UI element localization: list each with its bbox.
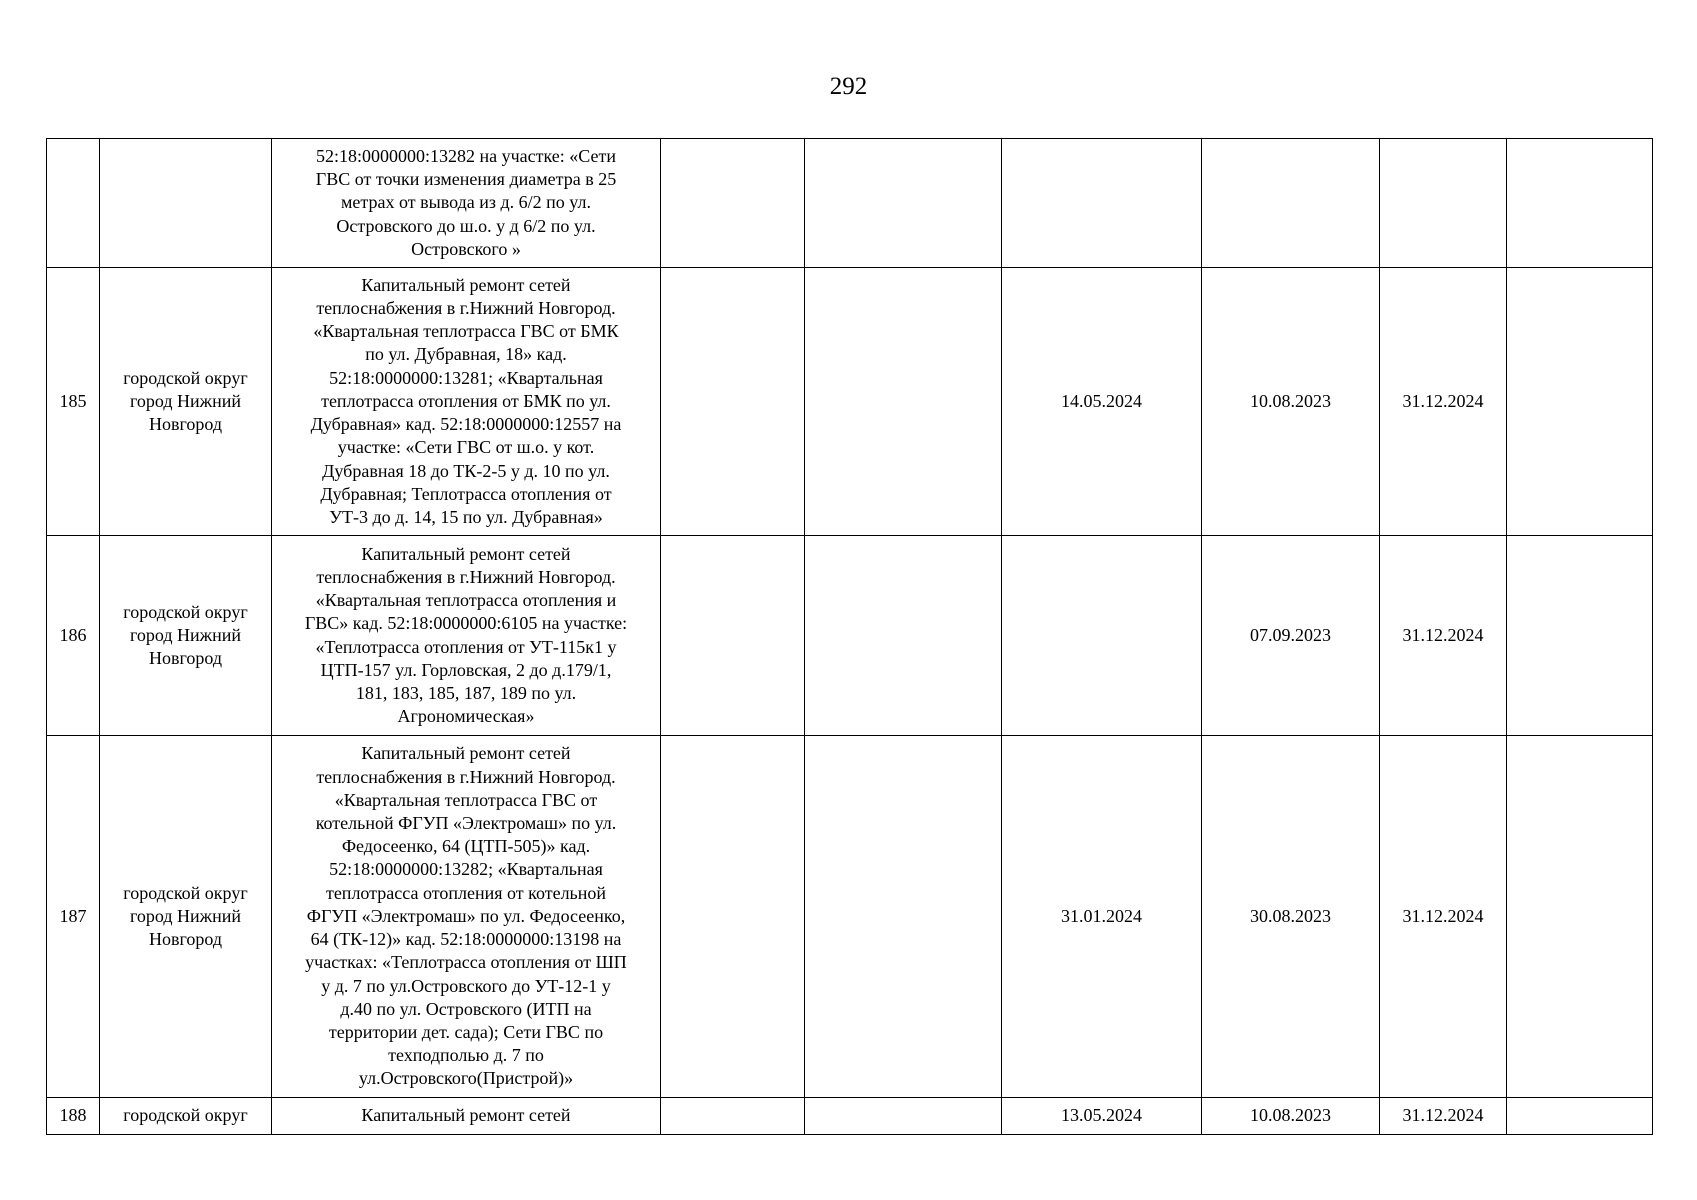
district-cell [100,139,272,268]
empty-cell [661,536,805,736]
empty-cell [661,736,805,1098]
date-cell: 31.12.2024 [1380,736,1507,1098]
empty-cell [805,268,1002,536]
page-number: 292 [829,73,868,100]
table-row [47,736,1653,1098]
description-cell: Капитальный ремонт сетей теплоснабжения в г.Нижний Новгород. «Квартальная теплотрасса отопления и ГВС» кад. 52:18:0000000:6105 на участке: «Теплотрасса отопления от УТ-115к1 у ЦТП-157 ул. Горловская, 2 до д.179/1, 181, 183, 185, 187, 189 по ул. Агрономическая» [272,536,661,736]
date-cell: 31.12.2024 [1380,268,1507,536]
date-cell: 07.09.2023 [1202,536,1380,736]
date-cell [1002,536,1202,736]
empty-cell [1507,268,1653,536]
date-cell: 10.08.2023 [1202,268,1380,536]
description-cell: Капитальный ремонт сетей теплоснабжения в г.Нижний Новгород. «Квартальная теплотрасса ГВС от котельной ФГУП «Электромаш» по ул. Федосеенко, 64 (ЦТП-505)» кад. 52:18:0000000:13282; «Квартальная теплотрасса отопления от котельной ФГУП «Электромаш» по ул. Федосеенко, 64 (ТК-12)» кад. 52:18:0000000:13198 на участках: «Теплотрасса отопления от ШП у д. 7 по ул.Островского до УТ-12-1 у д.40 по ул. Островского (ИТП на территории дет. сада); Сети ГВС по техподполью д. 7 по ул.Островского(Пристрой)» [272,736,661,1098]
empty-cell [1507,536,1653,736]
district-cell: городской округ город Нижний Новгород [100,736,272,1098]
date-cell: 10.08.2023 [1202,1098,1380,1135]
empty-cell [805,139,1002,268]
empty-cell [1507,736,1653,1098]
description-cell: Капитальный ремонт сетей теплоснабжения в г.Нижний Новгород. «Квартальная теплотрасса ГВС от БМК по ул. Дубравная, 18» кад. 52:18:0000000:13281; «Квартальная теплотрасса отопления от БМК по ул. Дубравная» кад. 52:18:0000000:12557 на участке: «Сети ГВС от ш.о. у кот. Дубравная 18 до ТК-2-5 у д. 10 по ул. Дубравная; Теплотрасса отопления от УТ-3 до д. 14, 15 по ул. Дубравная» [272,268,661,536]
table-row [47,268,1653,536]
row-number-cell: 188 [47,1098,100,1135]
empty-cell [661,139,805,268]
date-cell: 14.05.2024 [1002,268,1202,536]
register-table [46,138,1653,1135]
date-cell: 13.05.2024 [1002,1098,1202,1135]
row-number-cell: 185 [47,268,100,536]
table-row [47,536,1653,736]
district-cell: городской округ город Нижний Новгород [100,268,272,536]
date-cell: 31.12.2024 [1380,1098,1507,1135]
description-cell: 52:18:0000000:13282 на участке: «Сети ГВС от точки изменения диаметра в 25 метрах от вывода из д. 6/2 по ул. Островского до ш.о. у д 6/2 по ул. Островского » [272,139,661,268]
empty-cell [805,1098,1002,1135]
empty-cell [661,1098,805,1135]
date-cell [1002,139,1202,268]
empty-cell [1507,139,1653,268]
empty-cell [805,536,1002,736]
row-number-cell [47,139,100,268]
district-cell: городской округ [100,1098,272,1135]
empty-cell [661,268,805,536]
description-cell: Капитальный ремонт сетей [272,1098,661,1135]
empty-cell [1507,1098,1653,1135]
date-cell: 31.12.2024 [1380,536,1507,736]
date-cell: 31.01.2024 [1002,736,1202,1098]
row-number-cell: 187 [47,736,100,1098]
empty-cell [805,736,1002,1098]
district-cell: городской округ город Нижний Новгород [100,536,272,736]
row-number-cell: 186 [47,536,100,736]
date-cell: 30.08.2023 [1202,736,1380,1098]
date-cell [1202,139,1380,268]
date-cell [1380,139,1507,268]
table-row [47,139,1653,268]
table-row [47,1098,1653,1135]
